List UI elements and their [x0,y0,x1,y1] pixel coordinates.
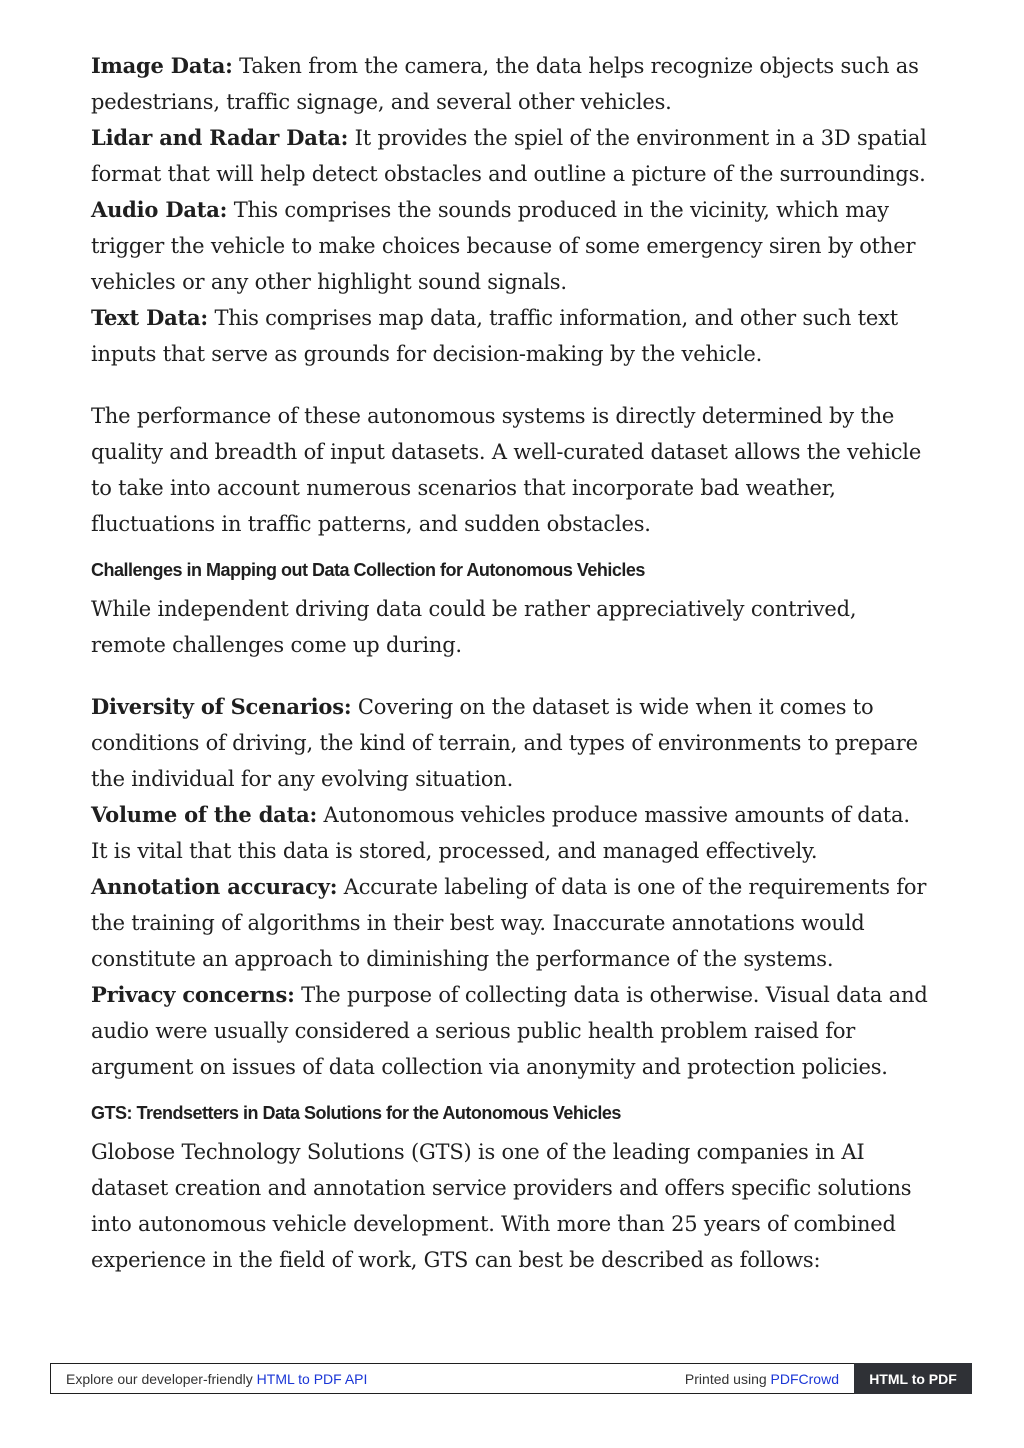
item-text: This comprises the sounds produced in the vicinity, which may trigger the vehicle to make choices because of some emergency siren by other vehicles or any other highlight sound signals. [91,198,916,294]
footer-printed [685,1371,839,1387]
performance-paragraph: The performance of these autonomous systems is directly determined by the quality and breadth of input datasets. A well-curated dataset allows the vehicle to take into account numerous scenarios that incorporate bad weather, fluctuations in traffic patterns, and sudden obstacles. [91,404,922,536]
item-label: Annotation accuracy: [91,874,338,899]
pdfcrowd-link[interactable]: PDFCrowd [770,1371,839,1387]
list-item-annotation-accuracy [91,869,931,977]
challenges-intro: While independent driving data could be rather appreciatively contrived, remote challenges come up during. [91,597,857,657]
item-text: Autonomous vehicles produce massive amounts of data. It is vital that this data is stored, processed, and managed effectively. [91,803,910,863]
item-text: Taken from the camera, the data helps recognize objects such as pedestrians, traffic signage, and several other vehicles. [91,54,919,114]
challenges-list [91,689,931,1085]
item-text: Accurate labeling of data is one of the requirements for the training of algorithms in their best way. Inaccurate annotations would constitute an approach to diminishing the performance of the systems. [91,875,927,971]
challenges-heading: Challenges in Mapping out Data Collection for Autonomous Vehicles [91,560,645,580]
html-to-pdf-api-link[interactable]: HTML to PDF API [256,1371,368,1387]
item-label: Text Data: [91,305,208,330]
item-label: Privacy concerns: [91,982,295,1007]
data-types-list [91,48,931,372]
document-body [91,48,931,1278]
list-item-volume [91,797,931,869]
item-text: It provides the spiel of the environment in a 3D spatial format that will help detect obstacles and outline a picture of the surroundings. [91,126,927,186]
pdfcrowd-footer [50,1363,972,1394]
list-item-diversity [91,689,931,797]
list-item-image-data [91,48,931,120]
item-label: Volume of the data: [91,802,318,827]
footer-printed-text: Printed using [684,1371,771,1387]
item-text: This comprises map data, traffic information, and other such text inputs that serve as grounds for decision-making by the vehicle. [91,306,898,366]
list-item-privacy [91,977,931,1085]
item-text: The purpose of collecting data is otherwise. Visual data and audio were usually considered a serious public health problem raised for argument on issues of data collection via anonymity and protection policies. [91,983,928,1079]
gts-paragraph: Globose Technology Solutions (GTS) is one of the leading companies in AI dataset creation and annotation service providers and offers specific solutions into autonomous vehicle development. With more than 25 years of combined experience in the field of work, GTS can best be described as follows: [91,1140,912,1272]
item-label: Audio Data: [91,197,228,222]
footer-explore [66,1371,367,1387]
item-text: Covering on the dataset is wide when it comes to conditions of driving, the kind of terrain, and types of environments to prepare the individual for any evolving situation. [91,695,918,791]
item-label: Lidar and Radar Data: [91,125,349,150]
html-to-pdf-badge[interactable]: HTML to PDF [854,1363,972,1394]
item-label: Diversity of Scenarios: [91,694,352,719]
list-item-lidar-radar-data [91,120,931,192]
footer-explore-text: Explore our developer-friendly [66,1371,257,1387]
item-label: Image Data: [91,53,233,78]
gts-heading: GTS: Trendsetters in Data Solutions for the Autonomous Vehicles [91,1103,621,1123]
list-item-text-data [91,300,931,372]
list-item-audio-data [91,192,931,300]
